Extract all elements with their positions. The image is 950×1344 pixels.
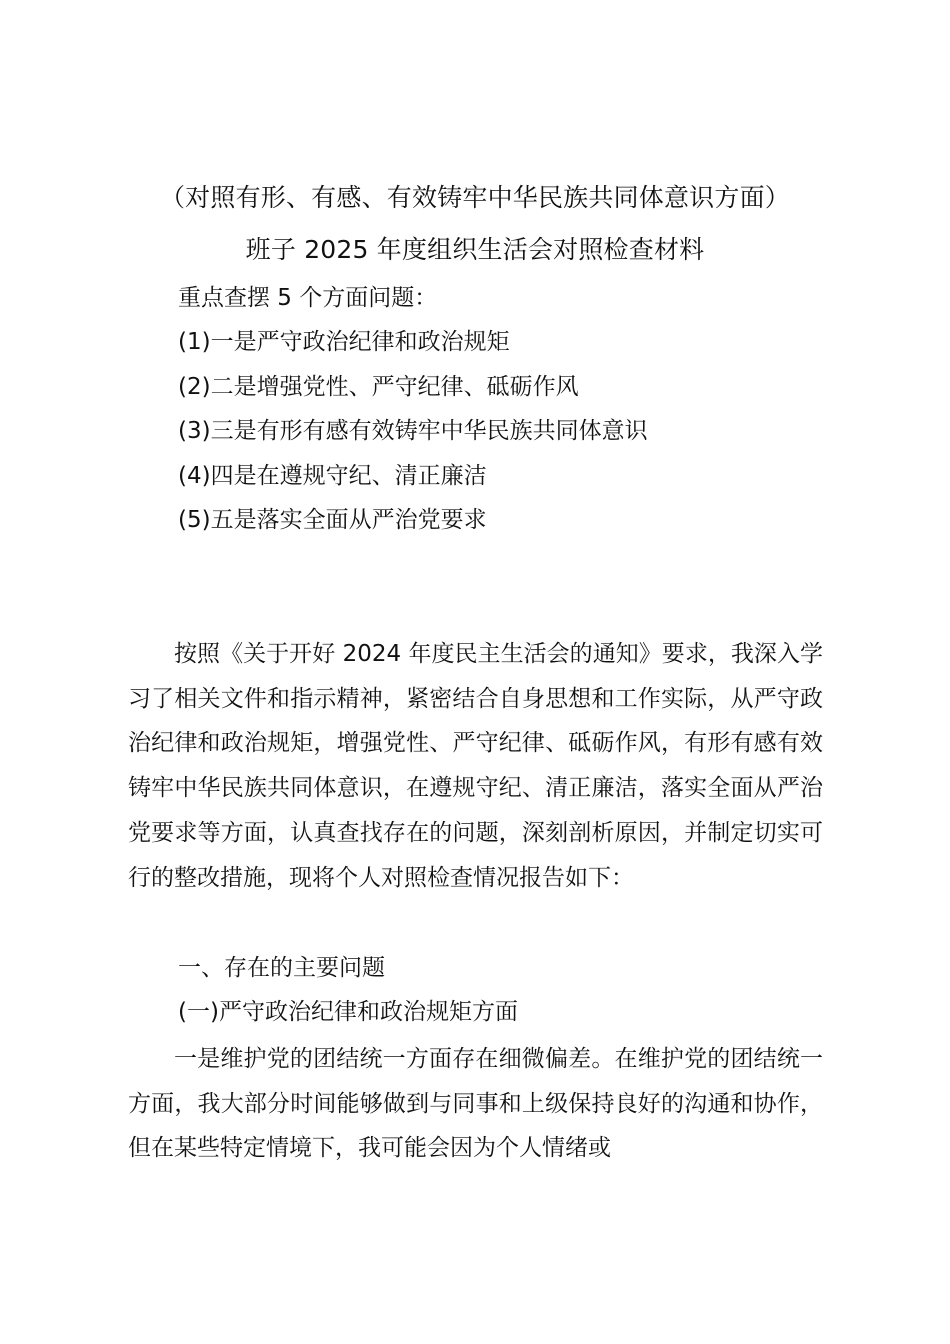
body-paragraph: 一是维护党的团结统一方面存在细微偏差。在维护党的团结统一方面，我大部分时间能够做到与同事和上级保持良好的沟通和协作，但在某些特定情境下，我可能会因为个人情绪或 [128,1046,823,1162]
focus-intro: 重点查摆 5 个方面问题： [178,285,438,311]
document-title: 班子 2025 年度组织生活会对照检查材料 [245,235,705,264]
intro-section [128,632,823,900]
body-section [128,1037,823,1171]
intro-paragraph: 按照《关于开好 2024 年度民主生活会的通知》要求，我深入学习了相关文件和指示精神，紧密结合自身思想和工作实际，从严守政治纪律和政治规矩，增强党性、严守纪律、砥砺作风，有形有感有效铸牢中华民族共同体意识，在遵规守纪、清正廉洁，落实全面从严治党要求等方面，认真查找存在的问题，深刻剖析原因，并制定切实可行的整改措施，现将个人对照检查情况报告如下： [128,641,823,891]
subsection-heading: (一)严守政治纪律和政治规矩方面 [178,999,518,1025]
focus-item-1: (1)一是严守政治纪律和政治规矩 [178,329,510,355]
focus-item-4: (4)四是在遵规守纪、清正廉洁 [178,463,487,489]
focus-item-3: (3)三是有形有感有效铸牢中华民族共同体意识 [178,418,648,444]
document-subtitle: （对照有形、有感、有效铸牢中华民族共同体意识方面） [159,183,790,212]
focus-item-5: (5)五是落实全面从严治党要求 [178,507,487,533]
section-heading: 一、存在的主要问题 [178,955,385,981]
focus-item-2: (2)二是增强党性、严守纪律、砥砺作风 [178,374,579,400]
